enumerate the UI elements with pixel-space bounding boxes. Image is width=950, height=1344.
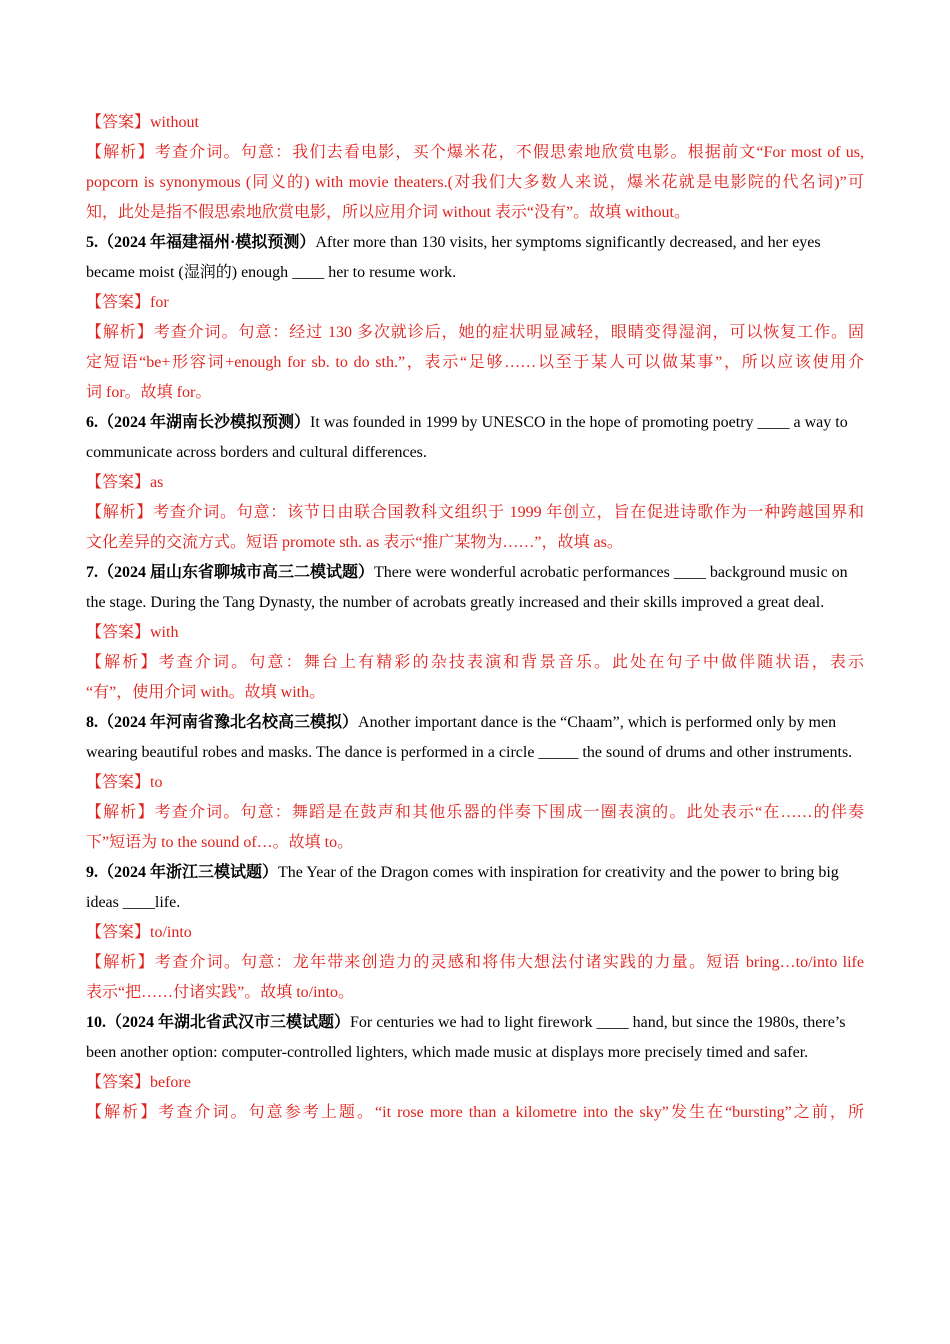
question-source: （2024 年河南省豫北名校高三模拟） bbox=[98, 714, 359, 731]
question-source: （2024 年湖南长沙模拟预测） bbox=[98, 414, 311, 431]
question-text: Another important dance is the “Chaam”, which is performed only by men wearing beautiful robes and masks. The dance is performed in a circle bbox=[86, 714, 837, 761]
question-number: 9. bbox=[86, 864, 98, 881]
answer-line: 【答案】to bbox=[86, 774, 163, 791]
analysis-line: 定短语“be+形容词+enough for sb. to do sth.”，表示“足够……以至于某人可以做某事”，所以应该使用介 bbox=[86, 354, 864, 371]
question-text: The Year of the Dragon comes with inspiration for creativity and the power to bring big ideas bbox=[86, 864, 839, 911]
question-7 bbox=[86, 558, 864, 618]
analysis-line: 【解析】考查介词。句意：舞台上有精彩的杂技表演和背景音乐。此处在句子中做伴随状语，表示 bbox=[86, 654, 864, 671]
question-text: her to resume work. bbox=[324, 264, 457, 281]
answer-blank: ____ bbox=[757, 414, 790, 431]
question-source: （2024 年福建福州·模拟预测） bbox=[98, 234, 316, 251]
question-text: It was founded in 1999 by UNESCO in the hope of promoting poetry bbox=[310, 414, 758, 431]
answer-line: 【答案】with bbox=[86, 624, 179, 641]
question-6 bbox=[86, 408, 864, 468]
question-text: For centuries we had to light firework bbox=[350, 1014, 597, 1031]
question-text: the sound of drums and other instruments. bbox=[578, 744, 853, 761]
answer-blank: ____ bbox=[292, 264, 325, 281]
question-text: After more than 130 visits, her symptoms significantly decreased, and her eyes became moist (湿润的) enough bbox=[86, 234, 821, 281]
question-text: hand, but since the 1980s, there’s been another option: computer-controlled lighters, which made music at displays more precisely timed and safer. bbox=[86, 1014, 846, 1061]
analysis-line: 【解析】考查介词。句意参考上题。“it rose more than a kilometre into the sky”发生在“bursting”之前，所 bbox=[86, 1104, 864, 1121]
analysis-line: 【解析】考查介词。句意：经过 130 多次就诊后，她的症状明显减轻，眼睛变得湿润，可以恢复工作。固 bbox=[86, 324, 864, 341]
question-5 bbox=[86, 228, 864, 288]
answer-line: 【答案】before bbox=[86, 1074, 191, 1091]
analysis-line: 【解析】考查介词。句意：舞蹈是在鼓声和其他乐器的伴奏下围成一圈表演的。此处表示“在……的伴奏 bbox=[86, 804, 864, 821]
answer-line: 【答案】as bbox=[86, 474, 164, 491]
question-text: a way to communicate across borders and cultural differences. bbox=[86, 414, 848, 461]
answer-line: 【答案】without bbox=[86, 114, 199, 131]
question-10 bbox=[86, 1008, 864, 1068]
document-page bbox=[86, 108, 864, 1128]
question-text: background music on the stage. During the Tang Dynasty, the number of acrobats greatly increased and their skills improved a great deal. bbox=[86, 564, 848, 611]
answer-blank: ____ bbox=[596, 1014, 629, 1031]
analysis-line: popcorn is synonymous (同义的) with movie theaters.(对我们大多数人来说，爆米花就是电影院的代名词)”可 bbox=[86, 174, 864, 191]
question-8 bbox=[86, 708, 864, 768]
question-number: 6. bbox=[86, 414, 98, 431]
question-number: 8. bbox=[86, 714, 98, 731]
answer-blank: _____ bbox=[538, 744, 579, 761]
answer-line: 【答案】for bbox=[86, 294, 169, 311]
question-9 bbox=[86, 858, 864, 918]
analysis-line: 文化差异的交流方式。短语 promote sth. as 表示“推广某物为……”，故填 as。 bbox=[86, 534, 623, 551]
question-text: life. bbox=[154, 894, 181, 911]
analysis-line: 知，此处是指不假思索地欣赏电影，所以应用介词 without 表示“没有”。故填 without。 bbox=[86, 204, 690, 221]
analysis-line: 【解析】考查介词。句意：我们去看电影，买个爆米花，不假思索地欣赏电影。根据前文“For most of us, bbox=[86, 144, 864, 161]
question-source: （2024 年浙江三模试题） bbox=[98, 864, 279, 881]
analysis-line: “有”，使用介词 with。故填 with。 bbox=[86, 684, 326, 701]
question-number: 10. bbox=[86, 1014, 106, 1031]
answer-blank: ____ bbox=[673, 564, 706, 581]
question-source: （2024 年湖北省武汉市三模试题） bbox=[106, 1014, 351, 1031]
analysis-line: 【解析】考查介词。句意：该节日由联合国教科文组织于 1999 年创立，旨在促进诗歌作为一种跨越国界和 bbox=[86, 504, 864, 521]
analysis-line: 词 for。故填 for。 bbox=[86, 384, 212, 401]
answer-line: 【答案】to/into bbox=[86, 924, 192, 941]
question-number: 7. bbox=[86, 564, 98, 581]
analysis-line: 下”短语为 to the sound of…。故填 to。 bbox=[86, 834, 354, 851]
question-number: 5. bbox=[86, 234, 98, 251]
question-text: There were wonderful acrobatic performances bbox=[374, 564, 674, 581]
answer-blank: ____ bbox=[122, 894, 155, 911]
question-source: （2024 届山东省聊城市高三二模试题） bbox=[98, 564, 375, 581]
analysis-line: 【解析】考查介词。句意：龙年带来创造力的灵感和将伟大想法付诸实践的力量。短语 bring…to/into life bbox=[86, 954, 864, 971]
analysis-line: 表示“把……付诸实践”。故填 to/into。 bbox=[86, 984, 354, 1001]
